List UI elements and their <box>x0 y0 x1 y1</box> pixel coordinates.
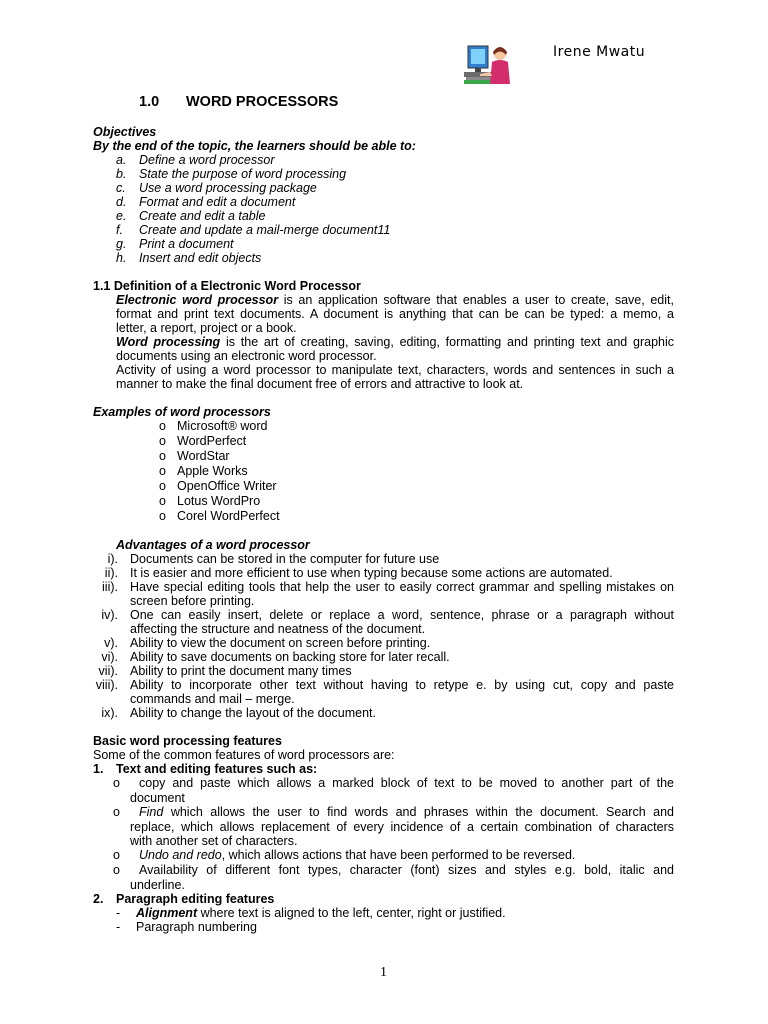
example-item: WordStar <box>177 449 230 463</box>
paragraph-feature-numbering: Paragraph numbering <box>136 920 257 934</box>
feature-text: where text is aligned to the left, center, right or justified. <box>197 906 506 920</box>
section-title-paragraph-editing: Paragraph editing features <box>116 892 275 906</box>
feature-find <box>139 805 674 819</box>
advantage-text: Ability to view the document on screen before printing. <box>130 636 431 650</box>
objective-text: Create and update a mail-merge document11 <box>139 223 391 237</box>
advantage-marker: ii). <box>104 566 118 580</box>
objective-text: Define a word processor <box>139 153 275 167</box>
definition-text: letter, a report, project or a book. <box>116 321 297 335</box>
feature-text: Availability of different font types, character (font) sizes and styles e.g. bold, italic and <box>139 863 674 877</box>
advantage-marker: vi). <box>101 650 118 664</box>
objective-text: Create and edit a table <box>139 209 266 223</box>
objective-text: Use a word processing package <box>139 181 317 195</box>
example-item: WordPerfect <box>177 434 247 448</box>
advantage-marker: iii). <box>102 580 118 594</box>
advantage-marker: v). <box>104 636 118 650</box>
author-name: Irene Mwatu <box>553 44 646 60</box>
advantage-text: One can easily insert, delete or replace a word, sentence, phrase or a paragraph without <box>130 608 674 622</box>
advantage-text: commands and mail – merge. <box>130 692 295 706</box>
examples-heading: Examples of word processors <box>93 405 271 419</box>
objective-marker: b. <box>116 167 127 181</box>
example-item: OpenOffice Writer <box>177 479 277 493</box>
advantage-text: screen before printing. <box>130 594 255 608</box>
definition-text: Activity of using a word processor to manipulate text, characters, words and sentences in such a <box>116 363 674 377</box>
objective-marker: f. <box>116 223 123 237</box>
term-word-processing: Word processing <box>116 335 221 349</box>
definition-paragraph-1 <box>116 293 674 307</box>
feature-text: copy and paste which allows a marked block of text to be moved to another part of the <box>139 776 674 790</box>
feature-text: which allows the user to find words and phrases within the document. Search and <box>163 805 674 819</box>
advantage-marker: ix). <box>101 706 118 720</box>
objective-marker: e. <box>116 209 127 223</box>
objective-text: Print a document <box>139 237 234 251</box>
bullet-marker: o <box>159 464 166 478</box>
definition-text: is an application software that enables a user to create, save, edit, <box>278 293 674 307</box>
section-title-text-editing: Text and editing features such as: <box>116 762 318 776</box>
advantage-text: Ability to print the document many times <box>130 664 352 678</box>
objective-marker: a. <box>116 153 127 167</box>
paragraph-feature-alignment <box>136 906 506 920</box>
bullet-marker: o <box>159 419 166 433</box>
example-item: Lotus WordPro <box>177 494 261 508</box>
feature-text: replace, which allows replacement of every incidence of a certain combination of characters <box>130 820 674 834</box>
feature-text: with another set of characters. <box>130 834 298 848</box>
chapter-number: 1.0 <box>139 94 160 110</box>
definition-text: manner to make the final document free of errors and attractive to look at. <box>116 377 524 391</box>
bullet-marker: o <box>159 434 166 448</box>
advantage-text: Documents can be stored in the computer for future use <box>130 552 440 566</box>
features-heading: Basic word processing features <box>93 734 282 748</box>
section-number: 2. <box>93 892 104 906</box>
objectives-intro: By the end of the topic, the learners should be able to: <box>93 139 416 153</box>
dash-marker: - <box>116 906 121 920</box>
bullet-marker: o <box>113 805 120 819</box>
example-item: Apple Works <box>177 464 248 478</box>
advantage-text: Ability to save documents on backing store for later recall. <box>130 650 450 664</box>
example-item: Corel WordPerfect <box>177 509 280 523</box>
term-alignment: Alignment <box>136 906 198 920</box>
bullet-marker: o <box>159 494 166 508</box>
objective-marker: h. <box>116 251 127 265</box>
bullet-marker: o <box>159 509 166 523</box>
advantage-marker: i). <box>107 552 118 566</box>
bullet-marker: o <box>159 449 166 463</box>
bullet-marker: o <box>113 848 120 862</box>
section-number: 1. <box>93 762 104 776</box>
person-at-computer-icon <box>462 42 512 88</box>
dash-marker: - <box>116 920 121 934</box>
bullet-marker: o <box>113 863 120 877</box>
objective-marker: c. <box>116 181 126 195</box>
objective-text: Format and edit a document <box>139 195 296 209</box>
objective-text: State the purpose of word processing <box>139 167 347 181</box>
advantage-text: affecting the structure and neatness of the document. <box>130 622 426 636</box>
feature-undo-redo <box>139 848 575 862</box>
objective-text: Insert and edit objects <box>139 251 262 265</box>
advantages-heading: Advantages of a word processor <box>116 538 310 552</box>
advantage-text: Ability to incorporate other text without having to retype e. by using cut, copy and paste <box>130 678 674 692</box>
feature-text: underline. <box>130 878 185 892</box>
advantage-text: Have special editing tools that help the user to easily correct grammar and spelling mistakes on <box>130 580 674 594</box>
example-item: Microsoft® word <box>177 419 268 433</box>
advantage-text: Ability to change the layout of the document. <box>130 706 376 720</box>
page-number: 1 <box>380 965 387 980</box>
objectives-heading: Objectives <box>93 125 157 139</box>
advantage-marker: vii). <box>98 664 118 678</box>
feature-text: , which allows actions that have been performed to be reversed. <box>221 848 576 862</box>
term-undo-redo: Undo and redo <box>139 848 222 862</box>
bullet-marker: o <box>113 776 120 790</box>
definition-paragraph-2 <box>116 335 674 349</box>
feature-text: document <box>130 791 185 805</box>
bullet-marker: o <box>159 479 166 493</box>
definition-text: format and print text documents. A document is anything that can be can be typed: a memo, a <box>116 307 674 321</box>
definition-text: documents using an electronic word processor. <box>116 349 377 363</box>
features-intro: Some of the common features of word processors are: <box>93 748 395 762</box>
advantage-marker: viii). <box>95 678 118 692</box>
definition-heading: 1.1 Definition of a Electronic Word Processor <box>93 279 361 293</box>
definition-text: is the art of creating, saving, editing, formatting and printing text and graphic <box>220 335 675 349</box>
term-find: Find <box>139 805 164 819</box>
advantage-text: It is easier and more efficient to use when typing because some actions are automated. <box>130 566 613 580</box>
chapter-title: WORD PROCESSORS <box>186 94 339 110</box>
objective-marker: d. <box>116 195 127 209</box>
advantage-marker: iv). <box>101 608 118 622</box>
objective-marker: g. <box>116 237 127 251</box>
term-electronic-word-processor: Electronic word processor <box>116 293 279 307</box>
